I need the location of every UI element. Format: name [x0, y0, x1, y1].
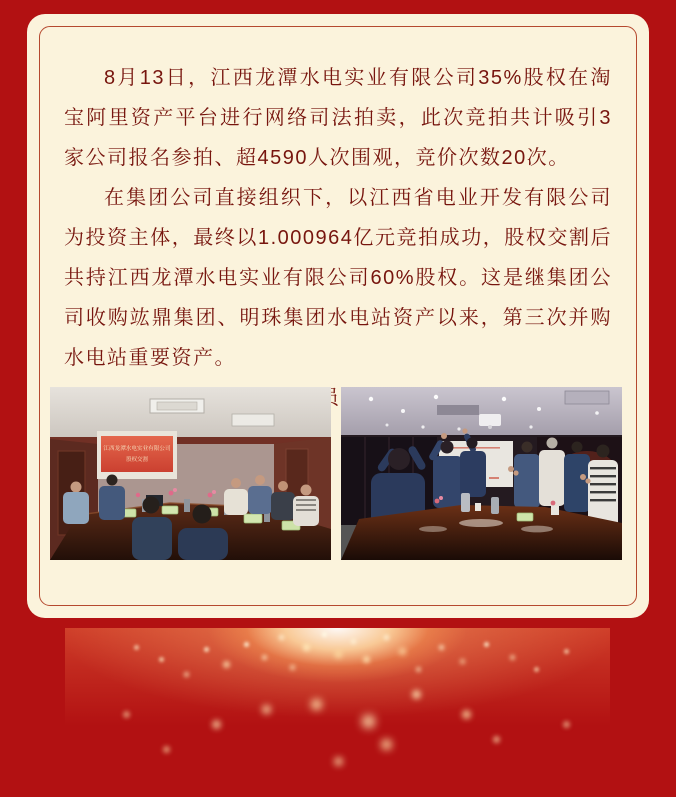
article-body	[64, 58, 612, 418]
photo-left-illustration	[50, 387, 331, 560]
announcement-card	[27, 14, 649, 618]
photo-right-illustration	[341, 387, 622, 560]
bottom-white-strip	[0, 797, 676, 804]
projection-screen	[97, 431, 177, 479]
slide-title: 江西龙潭水电实业有限公司	[103, 446, 171, 452]
photo-meeting-room-celebration	[341, 387, 622, 560]
slide-subtitle: 股权交割	[126, 457, 148, 463]
paragraph-1: 8月13日，江西龙潭水电实业有限公司35%股权在淘宝阿里资产平台进行网络司法拍卖，此次竞拍共计吸引3家公司报名参拍、超4590人次围观，竞价次数20次。	[64, 67, 612, 169]
photo-meeting-room-slide	[50, 387, 331, 560]
photo-row	[50, 387, 622, 560]
paragraph-2: 在集团公司直接组织下，以江西省电业开发有限公司为投资主体，最终以1.000964亿元竞拍成功，股权交割后共持江西龙潭水电实业有限公司60%股权。这是继集团公司收购竑鼎集团、明珠集团水电站资产以来，第三次并购水电站重要资产。	[64, 187, 612, 369]
